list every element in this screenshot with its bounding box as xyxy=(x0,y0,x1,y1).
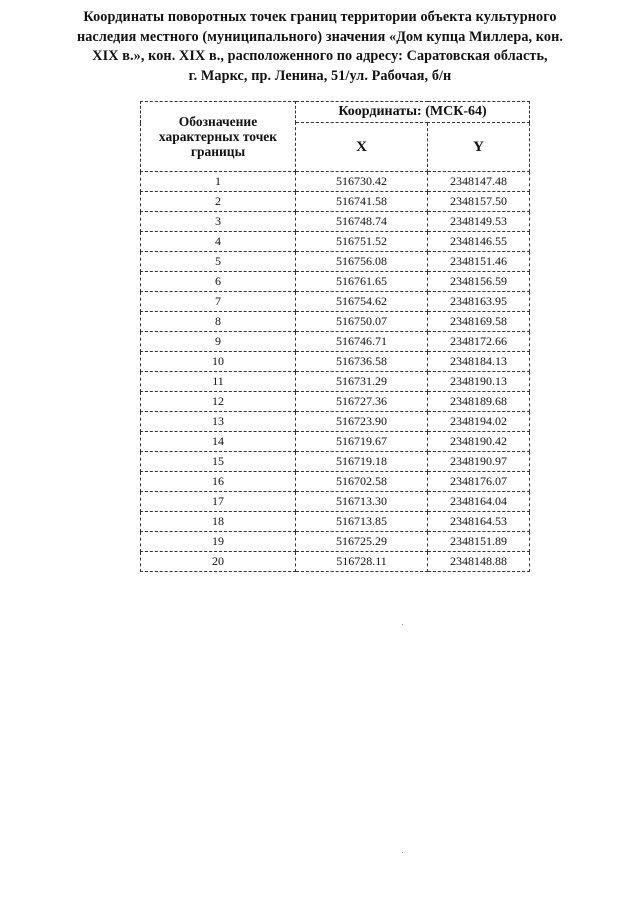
table-row xyxy=(141,352,530,372)
table-row xyxy=(141,292,530,312)
table-row xyxy=(141,512,530,532)
y-cell: 2348146.55 xyxy=(428,232,530,252)
table-row xyxy=(141,312,530,332)
point-cell: 11 xyxy=(141,372,296,392)
x-cell: 516741.58 xyxy=(296,192,428,212)
point-cell: 18 xyxy=(141,512,296,532)
y-cell: 2348190.42 xyxy=(428,432,530,452)
y-cell: 2348194.02 xyxy=(428,412,530,432)
point-cell: 5 xyxy=(141,252,296,272)
table-row xyxy=(141,172,530,192)
x-cell: 516754.62 xyxy=(296,292,428,312)
x-cell: 516723.90 xyxy=(296,412,428,432)
table-row xyxy=(141,532,530,552)
y-cell: 2348189.68 xyxy=(428,392,530,412)
point-cell: 3 xyxy=(141,212,296,232)
y-cell: 2348190.13 xyxy=(428,372,530,392)
table-row xyxy=(141,192,530,212)
point-designation-header: Обозначение характерных точек границы xyxy=(141,102,296,172)
x-cell: 516731.29 xyxy=(296,372,428,392)
table-row xyxy=(141,492,530,512)
scan-speck xyxy=(402,624,403,625)
x-cell: 516725.29 xyxy=(296,532,428,552)
document-title xyxy=(40,8,600,86)
coordinates-group-header: Координаты: (МСК-64) xyxy=(296,102,530,123)
x-cell: 516750.07 xyxy=(296,312,428,332)
point-cell: 13 xyxy=(141,412,296,432)
point-cell: 8 xyxy=(141,312,296,332)
x-cell: 516730.42 xyxy=(296,172,428,192)
y-column-header: Y xyxy=(428,123,530,172)
y-cell: 2348169.58 xyxy=(428,312,530,332)
table-row xyxy=(141,272,530,292)
x-column-header: X xyxy=(296,123,428,172)
table-row xyxy=(141,392,530,412)
point-cell: 9 xyxy=(141,332,296,352)
point-cell: 16 xyxy=(141,472,296,492)
y-cell: 2348157.50 xyxy=(428,192,530,212)
x-cell: 516761.65 xyxy=(296,272,428,292)
x-cell: 516727.36 xyxy=(296,392,428,412)
y-cell: 2348156.59 xyxy=(428,272,530,292)
x-cell: 516736.58 xyxy=(296,352,428,372)
point-cell: 15 xyxy=(141,452,296,472)
y-cell: 2348190.97 xyxy=(428,452,530,472)
y-cell: 2348147.48 xyxy=(428,172,530,192)
point-cell: 14 xyxy=(141,432,296,452)
y-cell: 2348172.66 xyxy=(428,332,530,352)
y-cell: 2348184.13 xyxy=(428,352,530,372)
table-row xyxy=(141,552,530,572)
x-cell: 516728.11 xyxy=(296,552,428,572)
x-cell: 516756.08 xyxy=(296,252,428,272)
table-row xyxy=(141,472,530,492)
table-row xyxy=(141,432,530,452)
title-line: Координаты поворотных точек границ территории объекта культурного xyxy=(83,9,557,25)
scan-speck xyxy=(402,852,403,853)
table-row xyxy=(141,232,530,252)
y-cell: 2348149.53 xyxy=(428,212,530,232)
title-line: наследия местного (муниципального) значения «Дом купца Миллера, кон. xyxy=(76,28,564,45)
y-cell: 2348163.95 xyxy=(428,292,530,312)
coordinates-table xyxy=(140,101,530,572)
title-line: г. Маркс, пр. Ленина, 51/ул. Рабочая, б/н xyxy=(188,67,452,84)
point-cell: 7 xyxy=(141,292,296,312)
table-row xyxy=(141,452,530,472)
point-cell: 10 xyxy=(141,352,296,372)
title-line: XIX в.», кон. XIX в., расположенного по адресу: Саратовская область, xyxy=(92,48,548,64)
point-cell: 12 xyxy=(141,392,296,412)
y-cell: 2348148.88 xyxy=(428,552,530,572)
table-body xyxy=(141,172,530,572)
y-cell: 2348164.04 xyxy=(428,492,530,512)
point-cell: 6 xyxy=(141,272,296,292)
point-cell: 2 xyxy=(141,192,296,212)
point-cell: 17 xyxy=(141,492,296,512)
x-cell: 516702.58 xyxy=(296,472,428,492)
x-cell: 516713.85 xyxy=(296,512,428,532)
table-header xyxy=(141,102,530,172)
x-cell: 516713.30 xyxy=(296,492,428,512)
table-row xyxy=(141,212,530,232)
x-cell: 516719.67 xyxy=(296,432,428,452)
y-cell: 2348151.89 xyxy=(428,532,530,552)
table-row xyxy=(141,252,530,272)
table-row xyxy=(141,332,530,352)
x-cell: 516746.71 xyxy=(296,332,428,352)
x-cell: 516748.74 xyxy=(296,212,428,232)
table-row xyxy=(141,372,530,392)
table-row xyxy=(141,412,530,432)
y-cell: 2348176.07 xyxy=(428,472,530,492)
y-cell: 2348151.46 xyxy=(428,252,530,272)
y-cell: 2348164.53 xyxy=(428,512,530,532)
point-cell: 1 xyxy=(141,172,296,192)
x-cell: 516751.52 xyxy=(296,232,428,252)
point-cell: 4 xyxy=(141,232,296,252)
point-cell: 20 xyxy=(141,552,296,572)
point-cell: 19 xyxy=(141,532,296,552)
x-cell: 516719.18 xyxy=(296,452,428,472)
